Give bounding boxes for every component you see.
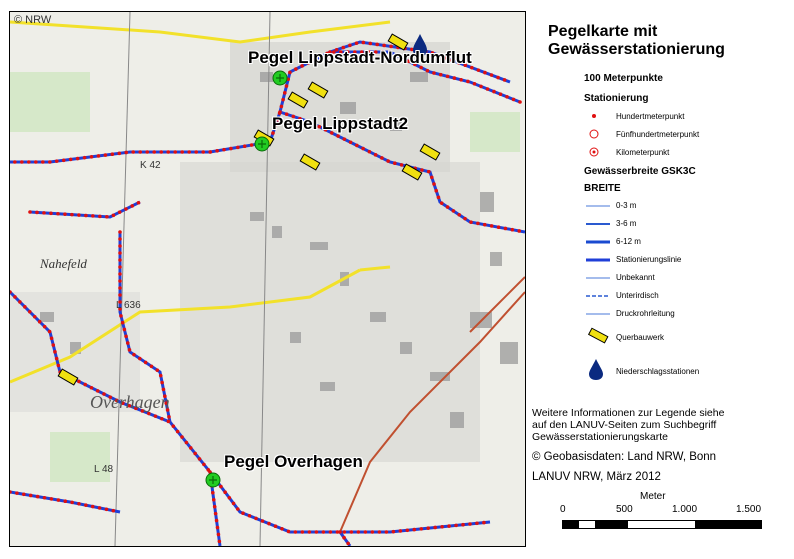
place-name: Nahefeld bbox=[40, 256, 87, 271]
hundred-meter-point bbox=[118, 293, 122, 297]
legend-title bbox=[548, 23, 725, 59]
hundred-meter-point bbox=[393, 161, 397, 165]
hundred-meter-point bbox=[392, 530, 396, 534]
legend-item: Hundertmeterpunkt bbox=[616, 112, 685, 121]
hundred-meter-point bbox=[155, 368, 159, 372]
hundred-meter-point bbox=[433, 526, 437, 530]
hundred-meter-point bbox=[159, 374, 163, 378]
info-line: Gewässerstationierungskarte bbox=[532, 431, 668, 443]
hundred-meter-point bbox=[349, 140, 353, 144]
hundred-meter-point bbox=[189, 446, 193, 450]
legend-item: 0-3 m bbox=[616, 201, 637, 210]
scale-bar-graphic bbox=[562, 520, 772, 532]
hundred-meter-point bbox=[420, 168, 424, 172]
scale-tick: 1.000 bbox=[672, 504, 698, 515]
hundred-meter-point bbox=[131, 150, 135, 154]
hundred-meter-point bbox=[167, 420, 171, 424]
hundred-meter-point bbox=[118, 230, 122, 234]
hundred-meter-point bbox=[118, 210, 122, 214]
hundred-meter-point bbox=[216, 526, 220, 530]
hundred-meter-point bbox=[126, 341, 130, 345]
legend-heading: Gewässerbreite GSK3C bbox=[584, 166, 696, 177]
gauge-label[interactable]: Pegel Lippstadt-Nordumflut bbox=[248, 48, 472, 67]
hundred-meter-point bbox=[285, 84, 289, 88]
hundred-meter-point bbox=[138, 357, 142, 361]
hundred-meter-point bbox=[288, 71, 292, 75]
hundred-meter-point bbox=[180, 150, 184, 154]
hundred-meter-point bbox=[62, 158, 66, 162]
width-3-6-line-icon bbox=[586, 219, 612, 229]
hundred-meter-point bbox=[440, 201, 444, 205]
hundred-meter-point bbox=[461, 523, 465, 527]
hundred-meter-point bbox=[399, 529, 403, 533]
hundred-meter-point bbox=[15, 491, 19, 495]
hundred-meter-point bbox=[222, 148, 226, 152]
hundred-meter-point bbox=[364, 530, 368, 534]
hundred-meter-point bbox=[145, 150, 149, 154]
hundred-meter-point bbox=[35, 211, 39, 215]
hundred-meter-point bbox=[176, 430, 180, 434]
hundred-meter-point bbox=[315, 530, 319, 534]
hundred-meter-point bbox=[440, 525, 444, 529]
hundred-meter-point bbox=[13, 160, 17, 164]
legend-item: 6-12 m bbox=[616, 237, 641, 246]
hundred-meter-point bbox=[105, 507, 109, 511]
hundred-meter-point bbox=[426, 69, 430, 73]
hundred-meter-point bbox=[496, 76, 500, 80]
legend-title-line: Pegelkarte mit bbox=[548, 23, 658, 40]
hundred-meter-point bbox=[50, 497, 54, 501]
hundred-meter-point bbox=[22, 493, 26, 497]
hundred-meter-point bbox=[490, 73, 494, 77]
hundred-meter-point bbox=[198, 457, 202, 461]
hundred-meter-point bbox=[343, 530, 347, 534]
hundred-meter-point bbox=[477, 68, 481, 72]
scale-tick: 0 bbox=[560, 504, 566, 515]
hundred-meter-point bbox=[43, 496, 47, 500]
hundred-meter-point bbox=[119, 314, 123, 318]
hundred-meter-point bbox=[160, 381, 164, 385]
hundred-meter-point bbox=[55, 357, 59, 361]
hundred-meter-point bbox=[51, 343, 55, 347]
hundred-meter-point bbox=[254, 517, 258, 521]
hundred-meter-point bbox=[201, 150, 205, 154]
hundred-meter-point bbox=[150, 364, 154, 368]
hundred-meter-point bbox=[53, 350, 57, 354]
hundred-meter-point bbox=[121, 321, 125, 325]
hundred-meter-point bbox=[124, 207, 128, 211]
hundred-meter-point bbox=[476, 222, 480, 226]
hundred-meter-point bbox=[27, 160, 31, 164]
hundred-meter-point bbox=[432, 182, 436, 186]
hundred-meter-point bbox=[229, 147, 233, 151]
hundred-meter-point bbox=[287, 530, 291, 534]
hundred-meter-point bbox=[77, 380, 81, 384]
hundred-meter-point bbox=[57, 364, 61, 368]
hundred-meter-point bbox=[111, 152, 115, 156]
hundred-meter-point bbox=[512, 98, 516, 102]
hundred-meter-point bbox=[34, 160, 38, 164]
hundred-meter-point bbox=[499, 92, 503, 96]
hundred-meter-point bbox=[166, 150, 170, 154]
hundred-meter-point bbox=[419, 527, 423, 531]
info-line: auf den LANUV-Seiten zum Suchbegriff bbox=[532, 419, 717, 431]
hundred-meter-point bbox=[124, 151, 128, 155]
hundred-meter-point bbox=[83, 156, 87, 160]
hundred-meter-point bbox=[490, 224, 494, 228]
hundred-meter-point bbox=[374, 153, 378, 157]
hundred-meter-point bbox=[371, 530, 375, 534]
hundred-meter-point bbox=[228, 496, 232, 500]
hundred-meter-point bbox=[223, 490, 227, 494]
hundred-meter-point bbox=[84, 503, 88, 507]
hundred-meter-point bbox=[483, 71, 487, 75]
hundred-meter-point bbox=[118, 265, 122, 269]
hundred-meter-point bbox=[187, 150, 191, 154]
hundred-meter-point bbox=[232, 502, 236, 506]
hundred-meter-point bbox=[385, 530, 389, 534]
road-label: L 48 bbox=[94, 464, 114, 475]
hundred-meter-point bbox=[336, 134, 340, 138]
hundred-meter-point bbox=[348, 44, 352, 48]
hundred-meter-point bbox=[123, 328, 127, 332]
hundred-meter-point bbox=[118, 279, 122, 283]
hundred-meter-point bbox=[212, 498, 216, 502]
legend-item: Unterirdisch bbox=[616, 291, 659, 300]
hundred-meter-point bbox=[180, 435, 184, 439]
hundred-meter-point bbox=[453, 76, 457, 80]
legend-item: Niederschlagsstationen bbox=[616, 367, 700, 376]
hundred-meter-point bbox=[430, 176, 434, 180]
hundred-meter-point bbox=[217, 533, 221, 537]
hundred-meter-point-icon bbox=[586, 111, 610, 121]
hundred-meter-point bbox=[355, 41, 359, 45]
hundred-meter-point bbox=[28, 310, 32, 314]
underground-line-icon bbox=[586, 291, 612, 301]
hundred-meter-point bbox=[250, 143, 254, 147]
hundred-meter-point bbox=[343, 137, 347, 141]
hundred-meter-point bbox=[208, 150, 212, 154]
width-0-3-line-icon bbox=[586, 201, 612, 211]
hundred-meter-point bbox=[105, 215, 109, 219]
hundred-meter-point bbox=[405, 528, 409, 532]
hundred-meter-point bbox=[41, 160, 45, 164]
hundred-meter-point bbox=[503, 78, 507, 82]
hundred-meter-point bbox=[97, 154, 101, 158]
hundred-meter-point bbox=[132, 353, 136, 357]
urban-area bbox=[180, 162, 480, 462]
hundred-meter-point bbox=[117, 152, 121, 156]
hundred-meter-point bbox=[98, 506, 102, 510]
hundred-meter-point bbox=[446, 205, 450, 209]
hundred-meter-point bbox=[118, 272, 122, 276]
hundred-meter-point bbox=[91, 214, 95, 218]
hundred-meter-point bbox=[104, 153, 108, 157]
hundred-meter-point bbox=[167, 415, 171, 419]
info-line: LANUV NRW, März 2012 bbox=[532, 471, 661, 483]
hundred-meter-point bbox=[362, 41, 366, 45]
hundred-meter-point bbox=[517, 229, 521, 233]
kilometer-point-icon bbox=[586, 146, 610, 158]
hundred-meter-point bbox=[236, 507, 240, 511]
hundred-meter-point bbox=[173, 150, 177, 154]
hundred-meter-point bbox=[147, 412, 151, 416]
hundred-meter-point bbox=[29, 494, 33, 498]
hundred-meter-point bbox=[118, 251, 122, 255]
hundred-meter-point bbox=[213, 505, 217, 509]
hundred-meter-point bbox=[84, 214, 88, 218]
legend-title-line: Gewässerstationierung bbox=[548, 41, 725, 58]
hundred-meter-point bbox=[400, 163, 404, 167]
precipitation-station-legend-icon bbox=[586, 357, 612, 381]
hundred-meter-point bbox=[267, 522, 271, 526]
legend-heading: BREITE bbox=[584, 183, 621, 194]
hundred-meter-point bbox=[55, 159, 59, 163]
hundred-meter-point bbox=[432, 71, 436, 75]
legend-item: Querbauwerk bbox=[616, 333, 665, 342]
gauge-label[interactable]: Pegel Lippstadt2 bbox=[272, 114, 409, 133]
legend-heading: 100 Meterpunkte bbox=[584, 73, 663, 84]
hundred-meter-point bbox=[342, 536, 346, 540]
scale-bar bbox=[560, 489, 770, 549]
hundred-meter-point bbox=[215, 149, 219, 153]
hundred-meter-point bbox=[357, 530, 361, 534]
hundred-meter-point bbox=[48, 330, 52, 334]
hundred-meter-point bbox=[504, 227, 508, 231]
unknown-line-icon bbox=[586, 273, 612, 283]
hundred-meter-point bbox=[452, 209, 456, 213]
hundred-meter-point bbox=[91, 505, 95, 509]
hundred-meter-point bbox=[492, 90, 496, 94]
hundred-meter-point bbox=[454, 524, 458, 528]
legend-panel bbox=[530, 11, 794, 551]
width-6-12-line-icon bbox=[586, 237, 612, 247]
hundred-meter-point bbox=[159, 150, 163, 154]
hundred-meter-point bbox=[49, 212, 53, 216]
hundred-meter-point bbox=[368, 150, 372, 154]
hundred-meter-point bbox=[437, 196, 441, 200]
map-copyright: © NRW bbox=[14, 14, 52, 26]
five-hundred-meter-point-icon bbox=[586, 128, 610, 140]
hundred-meter-point bbox=[138, 150, 142, 154]
hundred-meter-point bbox=[241, 511, 245, 515]
hundred-meter-point bbox=[63, 499, 67, 503]
hundred-meter-point bbox=[211, 491, 215, 495]
hundred-meter-point bbox=[193, 452, 197, 456]
hundred-meter-point bbox=[283, 91, 287, 95]
hundred-meter-point bbox=[130, 204, 134, 208]
hundred-meter-point bbox=[36, 495, 40, 499]
hundred-meter-point bbox=[280, 105, 284, 109]
hundred-meter-point bbox=[338, 530, 342, 534]
hundred-meter-point bbox=[50, 336, 54, 340]
info-line: Weitere Informationen zur Legende siehe bbox=[532, 407, 725, 419]
hundred-meter-point bbox=[77, 502, 81, 506]
hundred-meter-point bbox=[361, 147, 365, 151]
hundred-meter-point bbox=[426, 526, 430, 530]
hundred-meter-point bbox=[375, 43, 379, 47]
hundred-meter-point bbox=[112, 509, 116, 513]
hundred-meter-point bbox=[294, 530, 298, 534]
hundred-meter-point bbox=[280, 527, 284, 531]
hundred-meter-point bbox=[439, 73, 443, 77]
hundred-meter-point bbox=[355, 144, 359, 148]
hundred-meter-point bbox=[218, 540, 222, 544]
hundred-meter-point bbox=[162, 388, 166, 392]
hundred-meter-point bbox=[463, 217, 467, 221]
hundred-meter-point bbox=[77, 213, 81, 217]
hundred-meter-point bbox=[378, 530, 382, 534]
hundred-meter-point bbox=[486, 87, 490, 91]
hundred-meter-point bbox=[194, 150, 198, 154]
hundred-meter-point bbox=[482, 521, 486, 525]
hundred-meter-point bbox=[202, 463, 206, 467]
hundred-meter-point bbox=[473, 82, 477, 86]
hundred-meter-point bbox=[483, 223, 487, 227]
hundred-meter-point bbox=[248, 514, 252, 518]
hundred-meter-point bbox=[154, 414, 158, 418]
hundred-meter-point bbox=[124, 334, 128, 338]
hundred-meter-point bbox=[446, 75, 450, 79]
hundred-meter-point bbox=[76, 157, 80, 161]
hundred-meter-point bbox=[28, 210, 32, 214]
hundred-meter-point bbox=[118, 286, 122, 290]
scale-tick: 500 bbox=[616, 504, 633, 515]
hundred-meter-point bbox=[90, 155, 94, 159]
hundred-meter-point bbox=[261, 519, 265, 523]
stationing-line-icon bbox=[586, 255, 612, 265]
hundred-meter-point bbox=[469, 220, 473, 224]
legend-heading: Stationierung bbox=[584, 93, 649, 104]
hundred-meter-point bbox=[98, 215, 102, 219]
hundred-meter-point bbox=[112, 213, 116, 217]
hundred-meter-point bbox=[466, 80, 470, 84]
legend-item: Unbekannt bbox=[616, 273, 655, 282]
hundred-meter-point bbox=[70, 213, 74, 217]
hundred-meter-point bbox=[505, 95, 509, 99]
hundred-meter-point bbox=[346, 542, 350, 546]
hundred-meter-point bbox=[479, 85, 483, 89]
hundred-meter-point bbox=[329, 530, 333, 534]
hundred-meter-point bbox=[128, 348, 132, 352]
hundred-meter-point bbox=[185, 441, 189, 445]
hundred-meter-point bbox=[308, 530, 312, 534]
road-label: K 42 bbox=[140, 160, 161, 171]
hundred-meter-point bbox=[118, 244, 122, 248]
hundred-meter-point bbox=[214, 512, 218, 516]
hundred-meter-point bbox=[511, 228, 515, 232]
hundred-meter-point bbox=[459, 78, 463, 82]
legend-item: 3-6 m bbox=[616, 219, 637, 228]
hundred-meter-point bbox=[518, 100, 522, 104]
hundred-meter-point bbox=[118, 258, 122, 262]
map-frame[interactable] bbox=[9, 11, 526, 547]
hundred-meter-point bbox=[118, 237, 122, 241]
hundred-meter-point bbox=[215, 519, 219, 523]
hundred-meter-point bbox=[69, 158, 73, 162]
hundred-meter-point bbox=[171, 424, 175, 428]
legend-item: Druckrohrleitung bbox=[616, 309, 675, 318]
scale-tick: 1.500 bbox=[736, 504, 762, 515]
legend-item: Fünfhundertmeterpunkt bbox=[616, 130, 700, 139]
scale-title: Meter bbox=[640, 491, 666, 502]
hundred-meter-point bbox=[236, 146, 240, 150]
hundred-meter-point bbox=[301, 530, 305, 534]
hundred-meter-point bbox=[152, 150, 156, 154]
gauge-label[interactable]: Pegel Overhagen bbox=[224, 452, 363, 471]
hundred-meter-point bbox=[83, 383, 87, 387]
hundred-meter-point bbox=[427, 170, 431, 174]
hundred-meter-point bbox=[243, 144, 247, 148]
hundred-meter-point bbox=[137, 201, 141, 205]
weir-icon bbox=[586, 327, 612, 345]
hundred-meter-point bbox=[350, 530, 354, 534]
hundred-meter-point bbox=[380, 156, 384, 160]
hundred-meter-point bbox=[43, 325, 47, 329]
place-name: Overhagen bbox=[90, 392, 170, 412]
hundred-meter-point bbox=[160, 417, 164, 421]
hundred-meter-point bbox=[274, 524, 278, 528]
hundred-meter-point bbox=[20, 160, 24, 164]
info-line: © Geobasisdaten: Land NRW, Bonn bbox=[532, 451, 717, 463]
hundred-meter-point bbox=[57, 498, 61, 502]
hundred-meter-point bbox=[33, 315, 37, 319]
hundred-meter-point bbox=[219, 485, 223, 489]
hundred-meter-point bbox=[475, 522, 479, 526]
hundred-meter-point bbox=[468, 522, 472, 526]
hundred-meter-point bbox=[56, 212, 60, 216]
hundred-meter-point bbox=[90, 386, 94, 390]
hundred-meter-point bbox=[13, 295, 17, 299]
hundred-meter-point bbox=[412, 528, 416, 532]
hundred-meter-point bbox=[457, 213, 461, 217]
hundred-meter-point bbox=[42, 211, 46, 215]
legend-item: Kilometerpunkt bbox=[616, 148, 670, 157]
legend-item: Stationierungslinie bbox=[616, 255, 682, 264]
hundred-meter-point bbox=[368, 42, 372, 46]
hundred-meter-point bbox=[497, 225, 501, 229]
hundred-meter-point bbox=[434, 189, 438, 193]
hundred-meter-point bbox=[63, 212, 67, 216]
hundred-meter-point bbox=[23, 305, 27, 309]
hundred-meter-point bbox=[382, 44, 386, 48]
hundred-meter-point bbox=[18, 300, 22, 304]
hundred-meter-point bbox=[48, 160, 52, 164]
hundred-meter-point bbox=[447, 524, 451, 528]
hundred-meter-point bbox=[38, 320, 42, 324]
hundred-meter-point bbox=[144, 361, 148, 365]
hundred-meter-point bbox=[70, 501, 74, 505]
hundred-meter-point bbox=[281, 98, 285, 102]
road-label: L 636 bbox=[116, 300, 141, 311]
hundred-meter-point bbox=[322, 530, 326, 534]
hundred-meter-point bbox=[386, 159, 390, 163]
pressure-pipe-line-icon bbox=[586, 309, 612, 319]
